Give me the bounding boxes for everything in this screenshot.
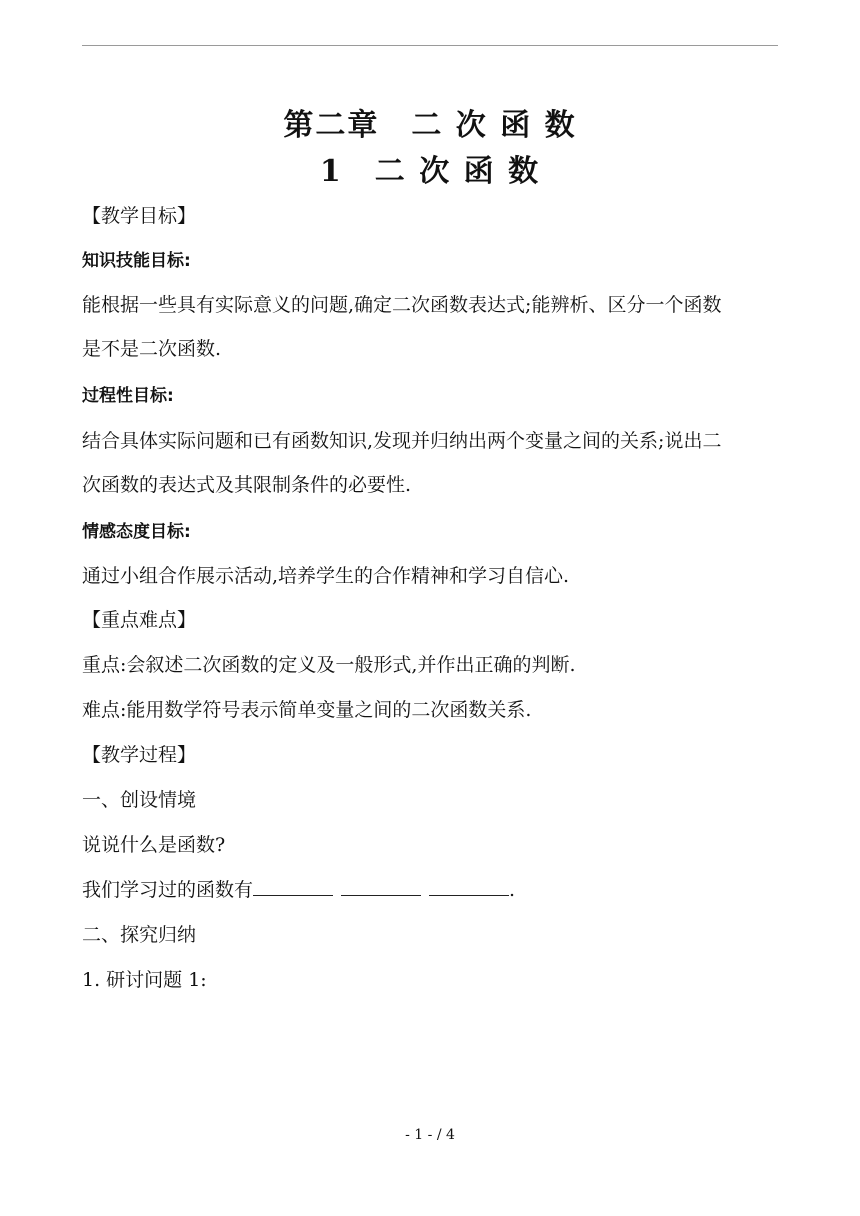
emotion-goal-heading: 情感态度目标: (82, 522, 191, 542)
step2-heading: 二、探究归纳 (82, 924, 197, 946)
knowledge-heading: 知识技能目标: (82, 251, 191, 271)
key-point-text: 重点:会叙述二次函数的定义及一般形式,并作出正确的判断. (82, 654, 576, 676)
page-number: - 1 - / 4 (405, 1127, 455, 1143)
process-goal-text-line1: 结合具体实际问题和已有函数知识,发现并归纳出两个变量之间的关系;说出二 (82, 430, 722, 452)
lesson-title: 1 二 次 函 数 (319, 154, 541, 189)
knowledge-text-line1: 能根据一些具有实际意义的问题,确定二次函数表达式;能辨析、区分一个函数 (82, 294, 722, 316)
process-goal-text-line2: 次函数的表达式及其限制条件的必要性. (82, 474, 412, 496)
keypoints-heading: 【重点难点】 (82, 609, 197, 631)
problem1-heading: 1. 研讨问题 1: (82, 969, 207, 991)
header-rule (82, 45, 778, 46)
step1-fill-in-line (82, 877, 782, 903)
fill-in-suffix: . (509, 879, 516, 901)
chapter-title: 第二章 二 次 函 数 (283, 108, 577, 143)
fill-in-prefix: 我们学习过的函数有 (82, 879, 254, 901)
goals-heading: 【教学目标】 (82, 205, 197, 227)
step1-heading: 一、创设情境 (82, 789, 197, 811)
answer-blank-2[interactable] (341, 877, 421, 896)
answer-blank-1[interactable] (253, 877, 333, 896)
emotion-goal-text: 通过小组合作展示活动,培养学生的合作精神和学习自信心. (82, 565, 570, 587)
knowledge-text-line2: 是不是二次函数. (82, 338, 222, 360)
difficult-point-text: 难点:能用数学符号表示简单变量之间的二次函数关系. (82, 699, 532, 721)
answer-blank-3[interactable] (429, 877, 509, 896)
teaching-process-heading: 【教学过程】 (82, 744, 197, 766)
process-goal-heading: 过程性目标: (82, 386, 174, 406)
step1-question: 说说什么是函数? (82, 834, 226, 856)
